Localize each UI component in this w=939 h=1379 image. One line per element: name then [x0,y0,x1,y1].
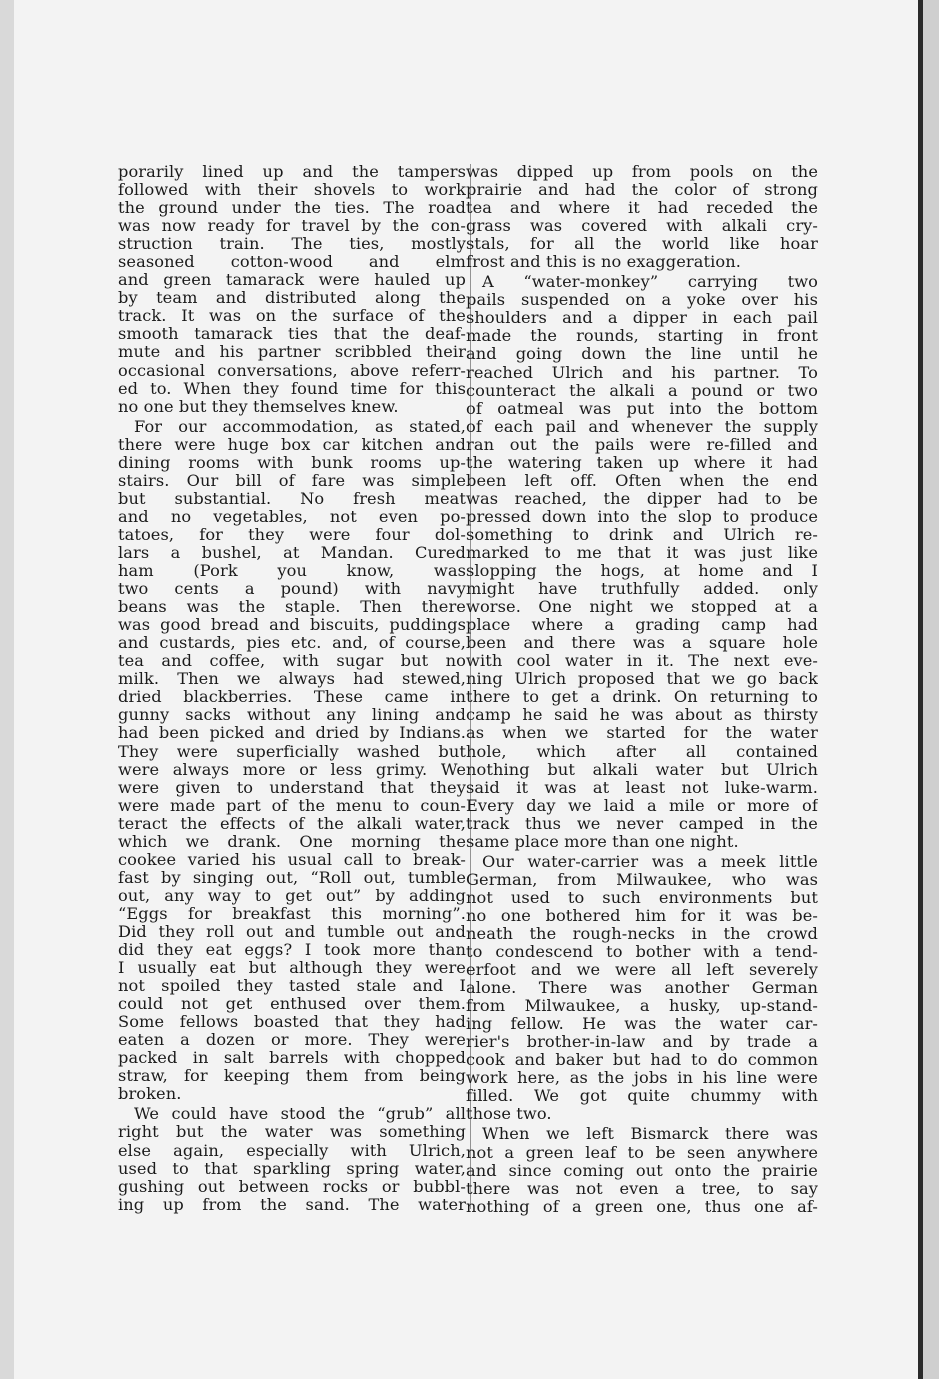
text-line: work here, as the jobs in his line were [466,1069,818,1088]
text-line: else again, especially with Ulrich, [118,1141,466,1160]
text-line: packed in salt barrels with chopped [118,1049,466,1068]
text-line: gunny sacks without any lining and [118,706,466,725]
text-line: and going down the line until he [466,345,818,364]
text-line: frost and this is no exaggeration. [466,253,741,272]
text-line: and green tamarack were hauled up [118,271,466,290]
text-line: A “water-monkey” carrying two [482,273,818,292]
text-line: which we drank. One morning the [118,832,466,851]
text-line: tea and coffee, with sugar but no [118,652,466,671]
text-line: the ground under the ties. The road [118,199,466,218]
text-line: ham (Pork you know, was [118,562,466,581]
text-line: cook and baker but had to do common [466,1051,818,1070]
text-line: might have truthfully added. only [466,580,818,599]
text-line: been and there was a square hole [466,634,818,653]
text-line: of each pail and whenever the supply [466,417,818,436]
text-line: nothing of a green one, thus one af- [466,1197,818,1216]
text-line: I usually eat but although they were [118,959,466,978]
text-line: there was not even a tree, to say [466,1179,818,1198]
text-line: had been picked and dried by Indians. [118,724,466,743]
text-line: milk. Then we always had stewed, [118,670,466,689]
text-line: were given to understand that they [118,778,466,797]
text-line: occasional conversations, above referr- [118,361,466,380]
text-line: as when we started for the water [466,724,818,743]
text-line: stairs. Our bill of fare was simple [118,471,466,490]
text-line: alone. There was another German [466,979,818,998]
text-line: did they eat eggs? I took more than [118,941,466,960]
text-line: were made part of the menu to coun- [118,796,466,815]
text-line: the watering taken up where it had [466,453,818,472]
text-line: was reached, the dipper had to be [466,489,818,508]
text-line: hole, which after all contained [466,742,818,761]
text-line: from Milwaukee, a husky, up-stand- [466,997,818,1016]
text-line: been left off. Often when the end [466,471,818,490]
text-line: with cool water in it. The next eve- [466,652,818,671]
text-line: erfoot and we were all left severely [466,961,818,980]
text-line: ning Ulrich proposed that we go back [466,670,818,689]
text-line: counteract the alkali a pound or two [466,381,818,400]
text-line: not a green leaf to be seen anywhere [466,1143,818,1162]
text-line: mute and his partner scribbled their [118,343,466,362]
text-line: broken. [118,1085,182,1104]
text-line: to condescend to bother with a tend- [466,943,818,962]
text-line: but substantial. No fresh meat [118,489,466,508]
text-line: said it was at least not luke-warm. [466,778,818,797]
text-line: were always more or less grimy. We [118,760,466,779]
text-line: Some fellows boasted that they had [118,1013,466,1032]
text-line: porarily lined up and the tampers [118,163,466,181]
scan-margin [923,0,939,1379]
text-line: “Eggs for breakfast this morning”. [118,904,466,923]
text-line: They were superficially washed but [118,742,466,761]
text-line: filled. We got quite chummy with [466,1087,818,1106]
text-line: eaten a dozen or more. They were [118,1031,466,1050]
text-line: prairie and had the color of strong [466,181,818,200]
text-line: marked to me that it was just like [466,543,818,562]
text-line: When we left Bismarck there was [482,1125,818,1144]
text-line: made the rounds, starting in front [466,327,818,346]
text-line: dried blackberries. These came in [118,688,466,707]
text-line: grass was covered with alkali cry- [466,217,818,236]
text-line: For our accommodation, as stated, [134,417,466,436]
text-line: track thus we never camped in the [466,814,818,833]
text-line: those two. [466,1105,552,1124]
text-line: beans was the staple. Then there [118,598,466,617]
text-line: lars a bushel, at Mandan. Cured [118,543,466,562]
text-line: dining rooms with bunk rooms up- [118,453,466,472]
text-line: gushing out between rocks or bubbl- [118,1177,466,1196]
text-line: smooth tamarack ties that the deaf- [118,325,466,344]
text-line: two cents a pound) with navy [118,580,466,599]
text-line: ed to. When they found time for this [118,379,466,398]
text-line: of oatmeal was put into the bottom [466,399,818,418]
text-line: something to drink and Ulrich re- [466,525,818,544]
text-line: ran out the pails were re-filled and [466,435,818,454]
text-line: struction train. The ties, mostly [118,235,466,254]
text-line: there were huge box car kitchen and [118,435,466,454]
text-line: ing fellow. He was the water car- [466,1015,818,1034]
text-line: there to get a drink. On returning to [466,688,818,707]
text-line: right but the water was something [118,1123,466,1142]
text-line: out, any way to get out” by adding [118,886,466,905]
right-text-column [466,163,818,1216]
text-line: was good bread and biscuits, puddings [118,616,466,635]
text-line: track. It was on the surface of the [118,307,466,326]
text-line: Our water-carrier was a meek little [482,852,818,871]
text-line: German, from Milwaukee, who was [466,870,818,889]
text-line: not spoiled they tasted stale and I [118,977,466,996]
text-line: stals, for all the world like hoar [466,235,818,254]
text-line: neath the rough-necks in the crowd [466,924,818,943]
text-line: no one bothered him for it was be- [466,906,818,925]
text-line: ing up from the sand. The water [118,1195,466,1214]
text-line: tea and where it had receded the [466,199,818,218]
text-line: We could have stood the “grub” all [134,1105,466,1124]
left-text-column [118,163,466,1214]
text-line: camp he said he was about as thirsty [466,706,818,725]
text-line: was dipped up from pools on the [466,163,818,181]
text-line: shoulders and a dipper in each pail [466,309,818,328]
text-line: reached Ulrich and his partner. To [466,363,818,382]
text-line: straw, for keeping them from being [118,1067,466,1086]
text-line: same place more than one night. [466,832,739,851]
text-line: fast by singing out, “Roll out, tumble [118,868,466,887]
text-line: and since coming out onto the prairie [466,1161,818,1180]
text-line: Did they roll out and tumble out and [118,922,466,941]
text-line: and custards, pies etc. and, of course, [118,634,466,653]
text-line: cookee varied his usual call to break- [118,850,466,869]
text-line: and no vegetables, not even po- [118,507,466,526]
text-line: worse. One night we stopped at a [466,598,818,617]
text-line: seasoned cotton-wood and elm [118,253,466,272]
text-line: teract the effects of the alkali water, [118,814,466,833]
text-line: was now ready for travel by the con- [118,217,466,236]
text-line: by team and distributed along the [118,289,466,308]
text-line: not used to such environments but [466,888,818,907]
text-line: no one but they themselves knew. [118,397,399,416]
text-line: pails suspended on a yoke over his [466,291,818,310]
text-line: Every day we laid a mile or more of [466,796,818,815]
text-line: slopping the hogs, at home and I [466,562,818,581]
text-line: pressed down into the slop to produce [466,507,818,526]
text-line: tatoes, for they were four dol- [118,525,466,544]
text-line: used to that sparkling spring water, [118,1159,466,1178]
text-line: nothing but alkali water but Ulrich [466,760,818,779]
text-line: place where a grading camp had [466,616,818,635]
text-line: rier's brother-in-law and by trade a [466,1033,818,1052]
text-line: followed with their shovels to work [118,181,466,200]
text-line: could not get enthused over them. [118,995,466,1014]
